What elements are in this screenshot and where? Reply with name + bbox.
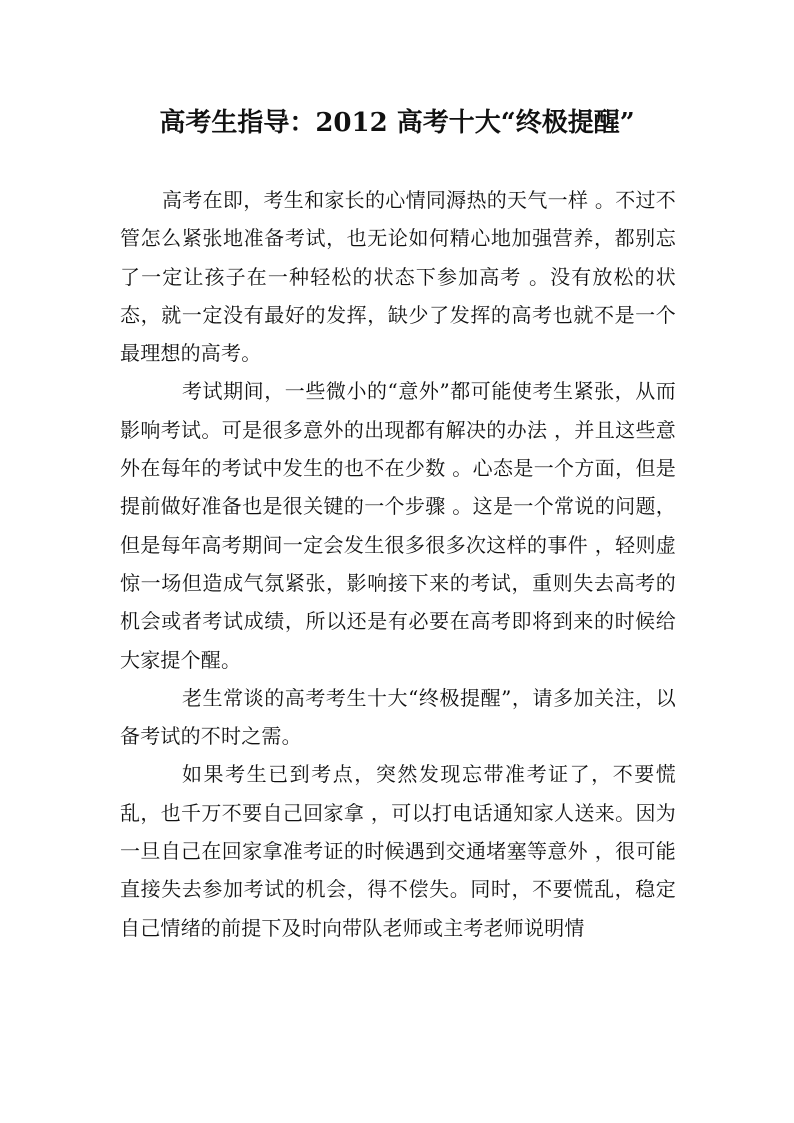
paragraph-intro: 高考在即，考生和家长的心情同溽热的天气一样 。不过不管怎么紧张地准备考试，也无论如何精心地加强营养，都别忘了一定让孩子在一种轻松的状态下参加高考 。没有放松的状态，就一定没有最好的发挥，缺少了发挥的高考也就不是一个最理想的高考。 bbox=[120, 188, 676, 366]
paragraph-admission-ticket: 如果考生已到考点，突然发现忘带准考证了，不要慌乱，也千万不要自己回家拿 ，可以打电话通知家人送来。因为一旦自己在回家拿准考证的时候遇到交通堵塞等意外 ，很可能直接失去参加考试的机会，得不偿失。同时，不要慌乱，稳定自己情绪的前提下及时向带队老师或主考老师说明情 bbox=[120, 762, 676, 940]
paragraph-exam-accidents: 考试期间，一些微小的“意外”都可能使考生紧张，从而影响考试。可是很多意外的出现都有解决的办法 ，并且这些意外在每年的考试中发生的也不在少数 。心态是一个方面，但是提前做好准备也是很关键的一个步骤 。这是一个常说的问题，但是每年高考期间一定会发生很多很多次这样的事件 ，轻则虚惊一场但造成气氛紧张，影响接下来的考试，重则失去高考的机会或者考试成绩，所以还是有必要在高考即将到来的时候给大家提个醒。 bbox=[120, 379, 676, 672]
paragraph-ten-reminders: 老生常谈的高考考生十大“终极提醒”，请多加关注，以备考试的不时之需。 bbox=[120, 685, 676, 749]
document-body bbox=[120, 181, 676, 947]
page-title: 高考生指导：2012 高考十大“终极提醒” bbox=[159, 108, 635, 138]
